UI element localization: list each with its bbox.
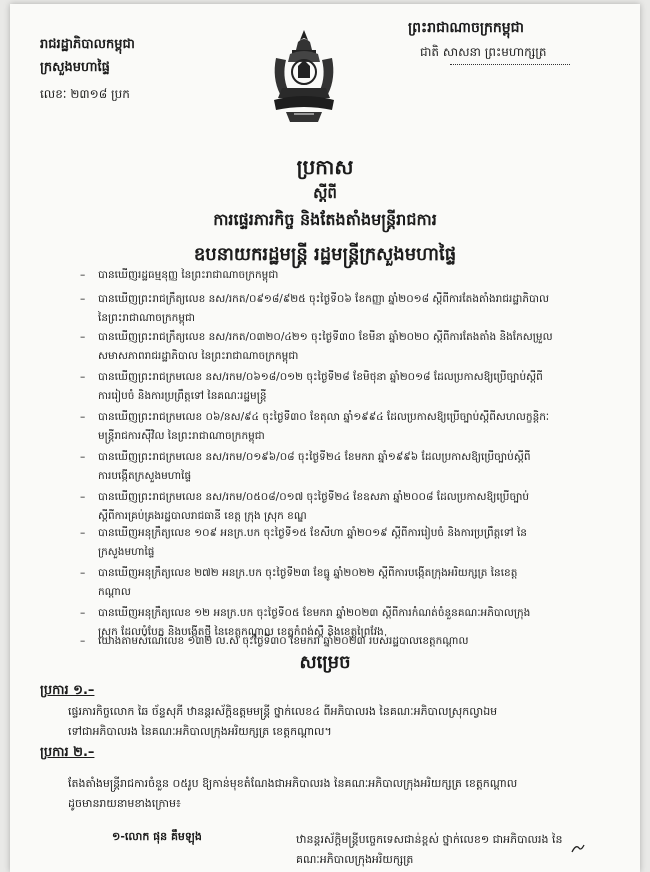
- national-motto: ជាតិ សាសនា ព្រះមហាក្សត្រ: [420, 45, 547, 59]
- reference-number: លេខៈ ២៣១៨ ប្រក: [40, 87, 130, 101]
- citation-item: [98, 368, 618, 406]
- decision-heading: សម្រេច: [299, 652, 351, 673]
- citation-line: – បានឃើញព្រះរាជក្រឹត្យលេខ នស/រកត/០៩១៨/៩២៥ ចុះថ្ងៃទី០៦ ខែកញ្ញា ឆ្នាំ២០១៨ ស្ដីពីការតែងតាំងរាជរដ្ឋាភិបាល: [98, 293, 549, 305]
- ministry-name: ក្រសួងមហាផ្ទៃ: [40, 60, 110, 75]
- citation-line: – បានឃើញព្រះរាជក្រមលេខ នស/រកម/០១៩៦/០៨ ចុះថ្ងៃទី២៤ ខែមករា ឆ្នាំ១៩៩៦ ដែលប្រកាសឱ្យប្រើច្បាប់ស្ដីពី: [98, 451, 531, 463]
- article-1-line: ទៅជាអភិបាលរង នៃគណៈអភិបាលក្រុងអរិយក្សត្រ ខេត្តកណ្ដាល។: [68, 725, 332, 738]
- citation-line: ស្រុក ដែលបំបែក និងបង្កើតថ្មី នៃខេត្តកណ្ដាល ខេត្តកំពង់ស្ពឺ និងខេត្តព្រៃវែង: [98, 626, 384, 638]
- article-1-text: [68, 702, 624, 742]
- citation-item: [98, 266, 618, 285]
- citation-line: សមាសភាពរាជរដ្ឋាភិបាល នៃព្រះរាជាណាចក្រកម្ពុជា: [98, 350, 299, 362]
- citation-line: – បានឃើញរដ្ឋធម្មនុញ្ញ នៃព្រះរាជាណាចក្រកម្ពុជា: [98, 269, 279, 281]
- citation-line: – បានឃើញព្រះរាជក្រមលេខ នស/រកម/០៥០៨/០១៧ ចុះថ្ងៃទី២៤ ខែឧសភា ឆ្នាំ២០០៨ ដែលប្រកាសឱ្យប្រើច្បាប់: [98, 491, 530, 503]
- citation-line: – បានឃើញព្រះរាជក្រមលេខ នស/រកម/០៦១៨/០១២ ចុះថ្ងៃទី២៨ ខែមិថុនា ឆ្នាំ២០១៨ ដែលប្រកាសឱ្យប្រើច្បាប់ស្ដីពី: [98, 371, 543, 383]
- article-2-line: តែងតាំងមន្ត្រីរាជការចំនួន ០៥រូប ឱ្យកាន់មុខតំណែងជាអភិបាលរង នៃគណៈអភិបាលក្រុងអរិយក្សត្រ ខេត្តកណ្ដាល: [68, 777, 518, 790]
- citation-line: – បានឃើញព្រះរាជក្រឹត្យលេខ នស/រកត/០៣២០/៤២១ ចុះថ្ងៃទី៣០ ខែមីនា ឆ្នាំ២០២០ ស្ដីពីការតែងតាំង និងកែសម្រួល: [98, 331, 553, 343]
- initial-mark-icon: [570, 842, 586, 854]
- appointee-description: [296, 830, 616, 870]
- article-2-heading: ប្រការ ២.–: [40, 745, 95, 760]
- citation-line: នៃព្រះរាជាណាចក្រកម្ពុជា: [98, 312, 196, 324]
- citation-line: – បានឃើញអនុក្រឹត្យលេខ ១០៩ អនក្រ.បក ចុះថ្ងៃទី១៥ ខែសីហា ឆ្នាំ២០១៩ ស្ដីពីការរៀបចំ និងការប្រព្រឹត្តទៅ នៃ: [98, 527, 527, 539]
- article-2-text: [68, 774, 624, 814]
- citation-line: មន្ត្រីរាជការស៊ីវិល នៃព្រះរាជាណាចក្រកម្ពុជា: [98, 430, 265, 442]
- citation-line: ការរៀបចំ និងការប្រព្រឹត្តទៅ នៃគណៈរដ្ឋមន្ត្រី: [98, 390, 267, 402]
- citation-item: [98, 488, 618, 526]
- citation-line: – បានឃើញអនុក្រឹត្យលេខ ១២ អនក្រ.បក ចុះថ្ងៃទី០៥ ខែមករា ឆ្នាំ២០២៣ ស្ដីពីការកំណត់ចំនួនគណៈអភិបាលក្រុង: [98, 607, 531, 619]
- citation-item: [98, 448, 618, 486]
- article-2-line: ដូចមានរាយនាមខាងក្រោម៖: [68, 797, 181, 810]
- document-subject: ការផ្ទេរភារកិច្ច និងតែងតាំងមន្ត្រីរាជការ: [213, 210, 437, 229]
- royal-coat-of-arms-icon: [268, 28, 340, 124]
- citation-line: ក្រសួងមហាផ្ទៃ: [98, 546, 155, 558]
- appointee-name: ១-លោក ផុន គឹមឡុង: [112, 830, 202, 843]
- citation-line: ការបង្កើតក្រសួងមហាផ្ទៃ: [98, 470, 192, 482]
- appointee-description-line: គណៈអភិបាលក្រុងអរិយក្សត្រ: [296, 853, 414, 866]
- citation-line: – យោងតាមសំណើលេខ ១៣២ ល.ស ចុះថ្ងៃទី៣០ ខែមករា ឆ្នាំ២០២៣ របស់រដ្ឋបាលខេត្តកណ្ដាល: [98, 635, 469, 647]
- issuing-ministry: [40, 36, 135, 78]
- appointee-description-line: ឋានន្តរស័ក្តិមន្ត្រីបច្ចេកទេសជាន់ខ្ពស់ ថ្នាក់លេខ១ ជាអភិបាលរង នៃ: [296, 833, 563, 846]
- citation-item: [98, 632, 618, 651]
- citation-line: ស្ដីពីការគ្រប់គ្រងរដ្ឋបាលរាជធានី ខេត្ត ក្រុង ស្រុក ខណ្ឌ: [98, 510, 307, 522]
- kingdom-name: ព្រះរាជាណាចក្រកម្ពុជា: [408, 20, 525, 36]
- citation-line: – បានឃើញព្រះរាជក្រមលេខ ០៦/នស/៩៤ ចុះថ្ងៃទី៣០ ខែតុលា ឆ្នាំ១៩៩៤ ដែលប្រកាសឱ្យប្រើច្បាប់ស្ដីពីសហលក្ខន្តិកៈ: [98, 411, 550, 423]
- citation-item: [98, 564, 618, 602]
- citation-line: កណ្ដាល: [98, 586, 131, 598]
- citation-item: [98, 290, 618, 328]
- citation-item: [98, 328, 618, 366]
- issuing-authority: ឧបនាយករដ្ឋមន្ត្រី រដ្ឋមន្ត្រីក្រសួងមហាផ្ទៃ: [193, 244, 457, 265]
- citation-line: – បានឃើញអនុក្រឹត្យលេខ ២៧២ អនក្រ.បក ចុះថ្ងៃទី២៣ ខែធ្នូ ឆ្នាំ២០២២ ស្ដីពីការបង្កើតក្រុងអរិយក្សត្រ នៃខេត្ត: [98, 567, 518, 579]
- citation-item: [98, 524, 618, 562]
- citation-item: [98, 408, 618, 446]
- document-type: ប្រកាស: [296, 155, 354, 179]
- article-1-line: ផ្ទេរភារកិច្ចលោក ឆៃ ច័ន្ទសុភី ឋានន្តរស័ក្តិឧត្តមមន្ត្រី ថ្នាក់លេខ៤ ពីអភិបាលរង នៃគណៈអភិបាលស្រុកល្វាឯម: [68, 705, 498, 718]
- article-1-heading: ប្រការ ១.–: [40, 683, 95, 698]
- subject-prefix: ស្ដីពី: [313, 184, 337, 202]
- decree-document: [10, 4, 640, 872]
- motto-divider: [450, 64, 570, 65]
- government-name: រាជរដ្ឋាភិបាលកម្ពុជា: [40, 37, 135, 52]
